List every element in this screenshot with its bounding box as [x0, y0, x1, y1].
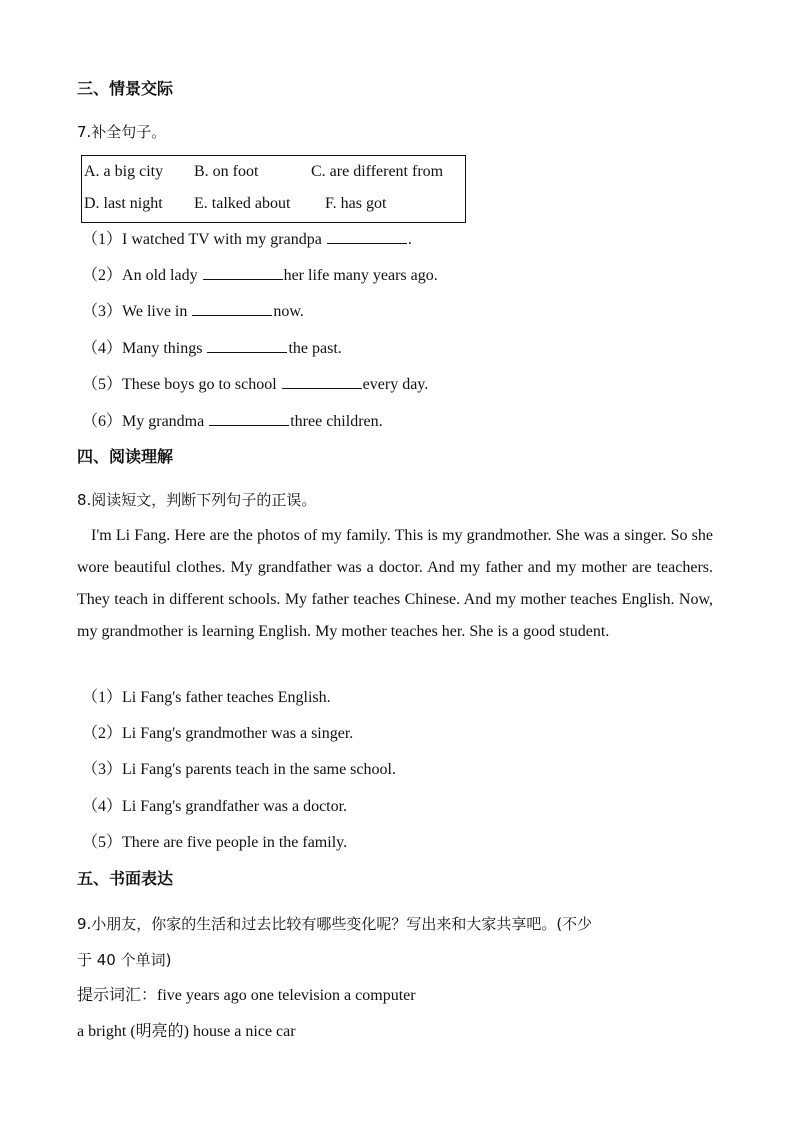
option-d: D. last night — [84, 195, 163, 212]
statement-1 — [82, 688, 331, 708]
item-number: （2） — [82, 267, 123, 284]
item-text-before: We live in — [122, 303, 192, 320]
item-text-after: now. — [273, 303, 304, 320]
item-text-after: three children. — [290, 413, 383, 430]
item-text-before: An old lady — [122, 267, 202, 284]
statement-text: Li Fang's grandfather was a doctor. — [122, 798, 348, 815]
item-number: （6） — [82, 413, 123, 430]
item-number: （5） — [82, 834, 123, 851]
question-9-line-1: 9.小朋友，你家的生活和过去比较有哪些变化呢？写出来和大家共享吧。(不少 — [77, 915, 593, 933]
item-number: （3） — [82, 761, 123, 778]
fill-item-4 — [82, 338, 342, 359]
statement-5 — [82, 833, 347, 853]
fill-item-5 — [82, 374, 428, 395]
item-text-before: My grandma — [122, 413, 209, 430]
option-b: B. on foot — [194, 163, 259, 180]
question-9-line-2: 于 40 个单词) — [77, 951, 172, 969]
answer-blank[interactable] — [192, 301, 272, 316]
statement-text: Li Fang's parents teach in the same school. — [122, 761, 396, 778]
section-3-heading: 三、情景交际 — [77, 79, 174, 98]
answer-blank[interactable] — [207, 338, 287, 353]
options-box — [81, 155, 466, 223]
statement-4 — [82, 797, 347, 817]
hint-vocabulary-line-2: a bright (明亮的) house a nice car — [77, 1023, 296, 1040]
item-number: （1） — [82, 689, 123, 706]
statement-3 — [82, 760, 396, 780]
passage-text: I'm Li Fang. Here are the photos of my family. This is my grandmother. She was a singer. So she wore beautiful clothes. My grandfather was a doctor. And my father and my mother are teachers. They teach in different schools. My father teaches Chinese. And my mother teaches English. Now, my grandmother is learning English. My mother teaches her. She is a good student. — [77, 527, 713, 640]
question-7-title: 7.补全句子。 — [77, 123, 167, 141]
answer-blank[interactable] — [203, 265, 283, 280]
section-4-heading: 四、阅读理解 — [77, 447, 174, 466]
item-number: （4） — [82, 798, 123, 815]
fill-item-2 — [82, 265, 438, 286]
reading-passage — [77, 520, 713, 648]
item-number: （4） — [82, 340, 123, 357]
item-text-after: . — [407, 231, 412, 248]
item-text-after: her life many years ago. — [283, 267, 438, 284]
answer-blank[interactable] — [282, 374, 362, 389]
item-number: （1） — [82, 231, 123, 248]
fill-item-6 — [82, 411, 383, 432]
option-a: A. a big city — [84, 163, 164, 180]
item-text-before: Many things — [122, 340, 207, 357]
hint-vocabulary-line-1: 提示词汇：five years ago one television a computer — [77, 987, 416, 1004]
statement-2 — [82, 724, 353, 744]
item-number: （2） — [82, 725, 123, 742]
item-text-before: I watched TV with my grandpa — [122, 231, 326, 248]
item-text-before: These boys go to school — [122, 376, 281, 393]
option-c: C. are different from — [311, 163, 444, 180]
answer-blank[interactable] — [209, 411, 289, 426]
item-text-after: the past. — [288, 340, 342, 357]
section-5-heading: 五、书面表达 — [77, 869, 174, 888]
statement-text: There are five people in the family. — [122, 834, 348, 851]
fill-item-1 — [82, 229, 412, 250]
question-8-title: 8.阅读短文，判断下列句子的正误。 — [77, 491, 317, 509]
fill-item-3 — [82, 301, 304, 322]
item-number: （3） — [82, 303, 123, 320]
item-number: （5） — [82, 376, 123, 393]
answer-blank[interactable] — [327, 229, 407, 244]
statement-text: Li Fang's father teaches English. — [122, 689, 331, 706]
option-f: F. has got — [325, 195, 387, 212]
item-text-after: every day. — [362, 376, 429, 393]
statement-text: Li Fang's grandmother was a singer. — [122, 725, 354, 742]
option-e: E. talked about — [194, 195, 291, 212]
